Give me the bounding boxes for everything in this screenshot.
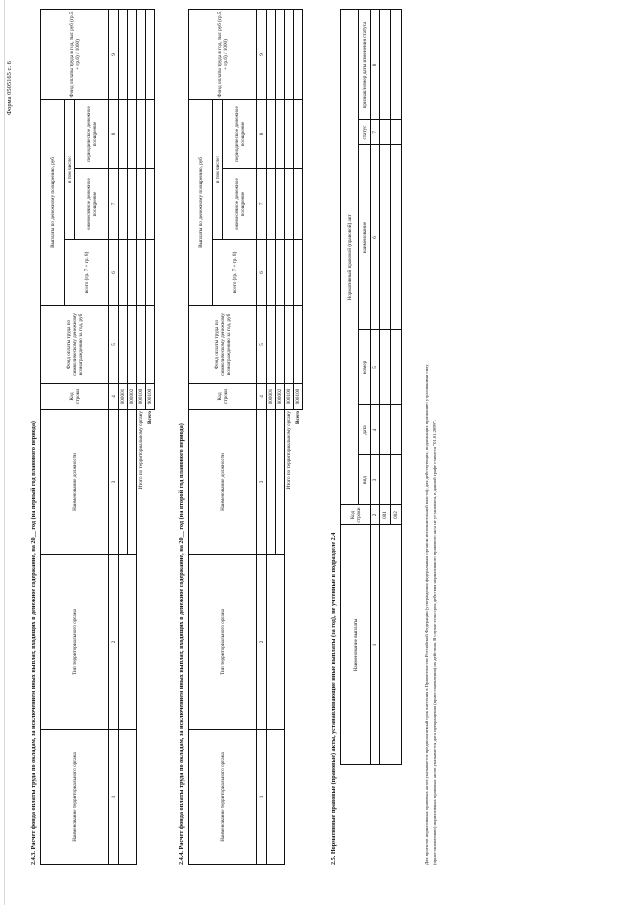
header-territorial-name: Наименование территориального органа bbox=[41, 730, 109, 865]
col-number: 9 bbox=[109, 9, 119, 99]
cell-value bbox=[380, 10, 391, 120]
header-annual-fund: Фонд оплаты труда в год, тыс руб (гр.5 + гр.6) / 1000) bbox=[41, 9, 109, 99]
row-code: 000001 bbox=[119, 384, 128, 410]
cell-value bbox=[294, 9, 303, 99]
cell-value bbox=[285, 169, 294, 240]
header-total: всего (гр. 7 + гр. 8) bbox=[213, 240, 257, 306]
grand-total-code: 900100 bbox=[146, 384, 155, 410]
cell-value bbox=[137, 99, 146, 168]
header-monthly-incentive: ежемесячное денежное поощрение bbox=[75, 169, 109, 240]
cell-value bbox=[146, 99, 155, 168]
cell-value bbox=[276, 169, 285, 240]
cell-value bbox=[285, 99, 294, 168]
cell-territorial-name bbox=[267, 730, 285, 865]
cell-value bbox=[128, 169, 137, 240]
cell-territorial-type bbox=[119, 555, 137, 730]
row-code: 000002 bbox=[128, 384, 137, 410]
row-code: 002 bbox=[391, 505, 402, 525]
footnote-line-1: Для проектов нормативных правовых актов указывается предполагаемый срок внесения в Правительство Российской Федерации (утверждения федеральным органом исполнительной власти); для действующих, подлежащих признанию утратившими силу bbox=[424, 364, 429, 865]
col-number: 7 bbox=[371, 120, 380, 145]
cell-value bbox=[137, 240, 146, 306]
header-including: в том числе: bbox=[213, 99, 223, 239]
cell-position bbox=[119, 410, 128, 555]
footnote-line-2: (приостановлению) нормативных правовых актов указывается дата прекращения (приостановления) их действия. В случае если срок действия нормативного правового акта не установлен, в данной графе ставится "01.01.2099". bbox=[432, 420, 437, 865]
cell-value bbox=[137, 306, 146, 384]
cell-value bbox=[276, 240, 285, 306]
cell-value bbox=[119, 99, 128, 168]
cell-value bbox=[391, 120, 402, 145]
header-annual-reward-fund: Фонд оплаты труда по символическому денежному вознаграждению за год, руб bbox=[189, 306, 257, 384]
cell-value bbox=[380, 120, 391, 145]
cell-position bbox=[276, 410, 285, 555]
grand-total-label: Всего bbox=[295, 411, 301, 424]
header-territorial-type: Тип территориального органа bbox=[41, 555, 109, 730]
col-number: 8 bbox=[371, 10, 380, 120]
header-periodic-incentive: периодическое денежное поощрение bbox=[223, 99, 257, 168]
header-act-name: наименование bbox=[359, 145, 371, 330]
col-number: 3 bbox=[257, 410, 267, 555]
cell-value bbox=[276, 9, 285, 99]
cell-value bbox=[380, 405, 391, 455]
header-payment-name: Наименование выплаты bbox=[341, 525, 371, 765]
blank-left bbox=[341, 765, 359, 865]
cell-value bbox=[276, 99, 285, 168]
row-code: 001 bbox=[380, 505, 391, 525]
col-number: 1 bbox=[109, 730, 119, 865]
row-code: 000002 bbox=[276, 384, 285, 410]
scan-edge-line bbox=[4, 0, 5, 905]
header-row-code: Код строки bbox=[341, 505, 371, 525]
cell-value bbox=[391, 145, 402, 330]
col-number: 1 bbox=[257, 730, 267, 865]
form-header: Форма 0505165 с. 6 bbox=[6, 61, 13, 115]
grand-total-code: 900100 bbox=[294, 384, 303, 410]
cell-value bbox=[391, 405, 402, 455]
col-number: 4 bbox=[257, 384, 267, 410]
cell-value bbox=[285, 306, 294, 384]
col-number: 4 bbox=[371, 405, 380, 455]
cell-value bbox=[285, 240, 294, 306]
cell-value bbox=[119, 240, 128, 306]
col-number: 2 bbox=[371, 505, 380, 525]
total-territorial-code: 000100 bbox=[285, 384, 294, 410]
header-legal-act: Нормативный правовой (правовой) акт bbox=[341, 10, 359, 505]
header-annual-fund: Фонд оплаты труда в год, тыс руб (гр.5 + гр.6) / 1000) bbox=[189, 9, 257, 99]
header-status-change: признак/номер даты изменения статуса bbox=[359, 10, 371, 120]
cell-value bbox=[380, 145, 391, 330]
grand-total-label: Всего bbox=[147, 411, 153, 424]
cell-value bbox=[285, 9, 294, 99]
col-number: 3 bbox=[109, 410, 119, 555]
cell-value bbox=[128, 9, 137, 99]
table-25 bbox=[340, 9, 402, 865]
cell-value bbox=[267, 169, 276, 240]
header-including: в том числе: bbox=[65, 99, 75, 239]
table-244 bbox=[188, 9, 303, 865]
col-number: 2 bbox=[109, 555, 119, 730]
header-territorial-name: Наименование территориального органа bbox=[189, 730, 257, 865]
cell-value bbox=[267, 99, 276, 168]
cell-value bbox=[294, 240, 303, 306]
cell-value bbox=[294, 306, 303, 384]
cell-value bbox=[128, 240, 137, 306]
blank-left bbox=[391, 765, 402, 865]
cell-value bbox=[267, 9, 276, 99]
total-territorial-code: 000100 bbox=[137, 384, 146, 410]
cell-payment-name bbox=[380, 525, 402, 765]
header-act-date: дата bbox=[359, 405, 371, 455]
col-number: 6 bbox=[371, 145, 380, 330]
section-244-title: 2.4.4. Расчет фонда оплаты труда по окладам, за исключением иных выплат, входящих в денежное содержание, на 20__ год (на второй год планового периода) bbox=[178, 423, 185, 865]
header-position-name: Наименование должности bbox=[189, 410, 257, 555]
header-incentive-payments: Выплаты по денежному поощрению, руб bbox=[189, 99, 213, 305]
header-row-code: Код строки bbox=[41, 384, 109, 410]
section-243-title: 2.4.3. Расчет фонда оплаты труда по окладам, за исключением иных выплат, входящих в денежное содержание, на 20__ год (на первый год планового периода) bbox=[30, 421, 37, 865]
col-number: 7 bbox=[257, 169, 267, 240]
header-act-kind: вид bbox=[359, 455, 371, 505]
header-position-name: Наименование должности bbox=[41, 410, 109, 555]
header-row-code: Код строки bbox=[189, 384, 257, 410]
header-territorial-type: Тип территориального органа bbox=[189, 555, 257, 730]
cell-position bbox=[128, 410, 137, 555]
cell-value bbox=[380, 455, 391, 505]
header-act-status: статус bbox=[359, 120, 371, 145]
cell-value bbox=[137, 169, 146, 240]
cell-value bbox=[391, 455, 402, 505]
cell-value bbox=[119, 169, 128, 240]
cell-value bbox=[267, 240, 276, 306]
cell-value bbox=[128, 99, 137, 168]
cell-position bbox=[267, 410, 276, 555]
row-code: 000001 bbox=[267, 384, 276, 410]
header-incentive-payments: Выплаты по денежному поощрению, руб bbox=[41, 99, 65, 305]
cell-value bbox=[391, 10, 402, 120]
cell-value bbox=[119, 9, 128, 99]
col-number: 4 bbox=[109, 384, 119, 410]
col-number: 2 bbox=[257, 555, 267, 730]
cell-value bbox=[146, 169, 155, 240]
header-total: всего (гр. 7 + гр. 8) bbox=[65, 240, 109, 306]
cell-territorial-name bbox=[119, 730, 137, 865]
col-number: 5 bbox=[257, 306, 267, 384]
cell-value bbox=[391, 330, 402, 405]
col-number: 3 bbox=[371, 455, 380, 505]
cell-value bbox=[380, 330, 391, 405]
total-territorial-label: Итого по территориальному органу bbox=[286, 411, 293, 490]
col-number: 7 bbox=[109, 169, 119, 240]
cell-value bbox=[128, 306, 137, 384]
blank-left bbox=[359, 765, 371, 865]
col-number: 6 bbox=[109, 240, 119, 306]
col-number: 1 bbox=[371, 525, 380, 765]
col-number: 9 bbox=[257, 9, 267, 99]
cell-value bbox=[294, 99, 303, 168]
cell-value bbox=[294, 169, 303, 240]
cell-value bbox=[119, 306, 128, 384]
blank-left bbox=[380, 765, 391, 865]
col-number: 8 bbox=[257, 99, 267, 168]
cell-value bbox=[146, 9, 155, 99]
section-25-title: 2.5. Нормативные правовые (правовые) акты, устанавливающие иные выплаты (за год), не учтенные в подразделе 2.4 bbox=[330, 532, 337, 865]
total-territorial-label: Итого по территориальному органу bbox=[138, 411, 145, 490]
header-monthly-incentive: ежемесячное денежное поощрение bbox=[223, 169, 257, 240]
col-number: 8 bbox=[109, 99, 119, 168]
col-number: 5 bbox=[109, 306, 119, 384]
cell-value bbox=[146, 240, 155, 306]
cell-territorial-type bbox=[267, 555, 285, 730]
cell-value bbox=[137, 9, 146, 99]
col-number: 5 bbox=[371, 330, 380, 405]
cell-value bbox=[267, 306, 276, 384]
col-number: 6 bbox=[257, 240, 267, 306]
cell-value bbox=[146, 306, 155, 384]
cell-value bbox=[276, 306, 285, 384]
blank-left bbox=[371, 765, 380, 865]
header-periodic-incentive: периодическое денежное поощрение bbox=[75, 99, 109, 168]
table-243 bbox=[40, 9, 155, 865]
header-act-number: номер bbox=[359, 330, 371, 405]
header-annual-reward-fund: Фонд оплаты труда по символическому денежному вознаграждению за год, руб bbox=[41, 306, 109, 384]
